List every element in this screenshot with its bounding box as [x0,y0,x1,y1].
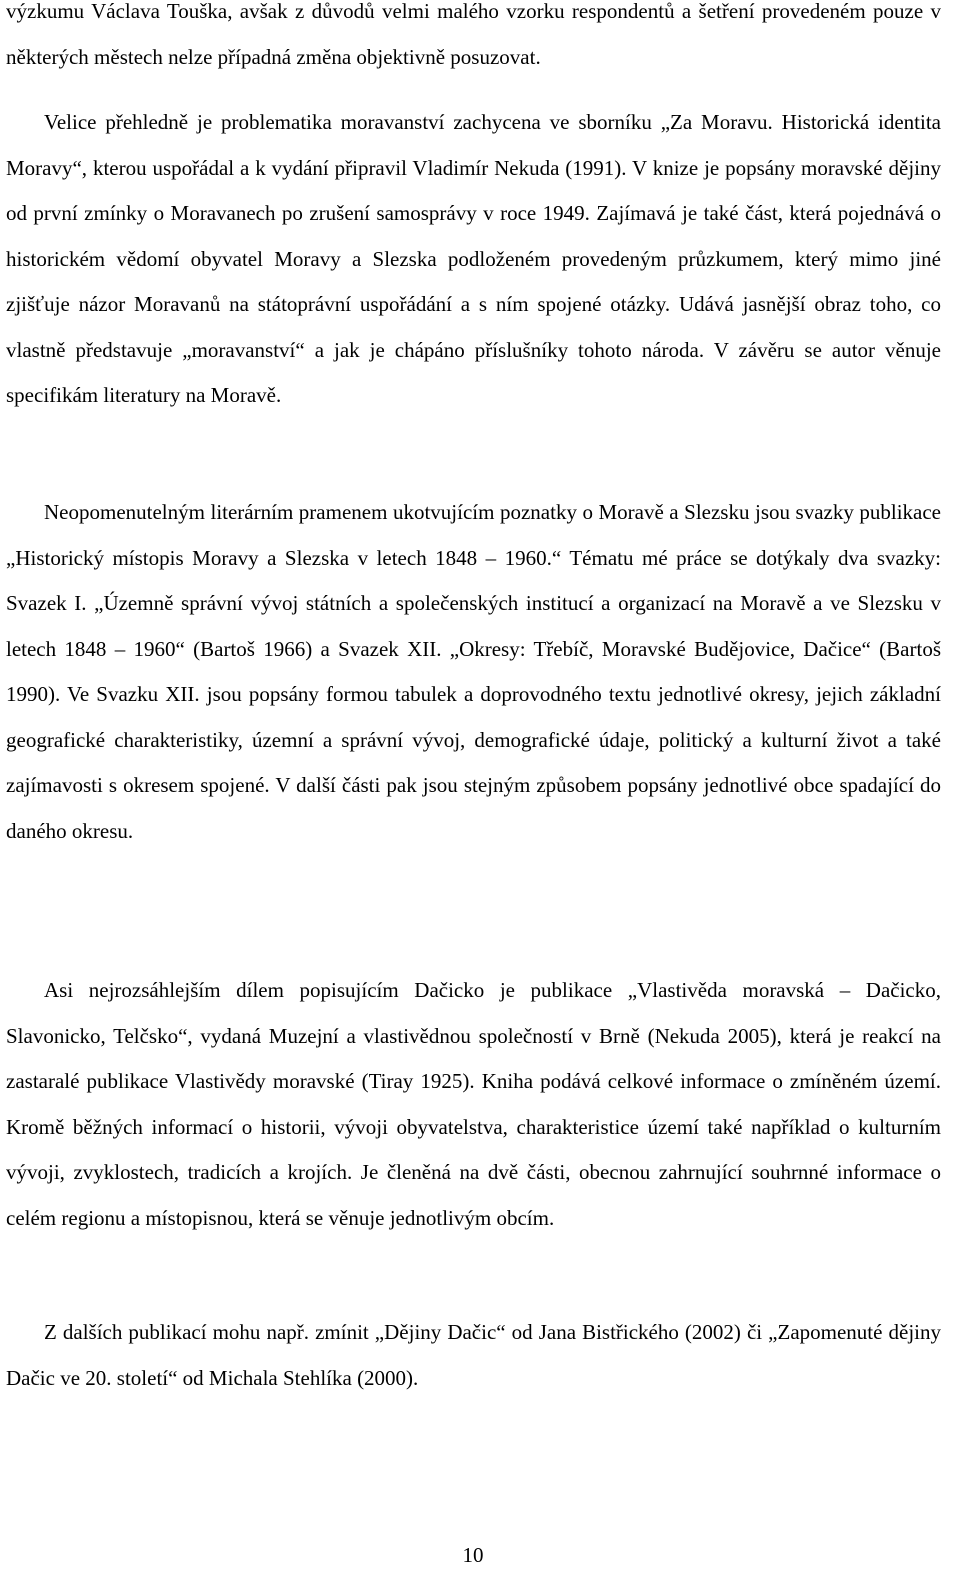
paragraph-za-moravu: Velice přehledně je problematika moravanství zachycena ve sborníku „Za Moravu. Historická identita Moravy“, kterou uspořádal a k vydání připravil Vladimír Nekuda (1991). V knize je popsány moravské dějiny od první zmínky o Moravanech po zrušení samosprávy v roce 1949. Zajímavá je také část, která pojednává o historickém vědomí obyvatel Moravy a Slezska podloženém provedeným průzkumem, který mimo jiné zjišťuje názor Moravanů na státoprávní uspořádání a s ním spojené otázky. Udává jasnější obraz toho, co vlastně představuje „moravanství“ a jak je chápáno příslušníky tohoto národa. V závěru se autor věnuje specifikám literatury na Moravě. [6,110,941,407]
paragraph-historicky-mistopis: Neopomenutelným literárním pramenem ukotvujícím poznatky o Moravě a Slezsku jsou svazky publikace „Historický místopis Moravy a Slezska v letech 1848 – 1960.“ Tématu mé práce se dotýkaly dva svazky: Svazek I. „Územně správní vývoj státních a společenských institucí a organizací na Moravě a ve Slezsku v letech 1848 – 1960“ (Bartoš 1966) a Svazek XII. „Okresy: Třebíč, Moravské Budějovice, Dačice“ (Bartoš 1990). Ve Svazku XII. jsou popsány formou tabulek a doprovodného textu jednotlivé okresy, jejich základní geografické charakteristiky, územní a správní vývoj, demografické údaje, politický a kulturní život a také zajímavosti s okresem spojené. V další části pak jsou stejným způsobem popsány jednotlivé obce spadající do daného okresu. [6,500,941,843]
paragraph-other-publications: Z dalších publikací mohu např. zmínit „Dějiny Dačic“ od Jana Bistřického (2002) či „Zapomenuté dějiny Dačic ve 20. století“ od Michala Stehlíka (2000). [6,1320,941,1390]
paragraph-survey-continuation: výzkumu Václava Touška, avšak z důvodů velmi malého vzorku respondentů a šetření provedeném pouze v některých městech nelze případná změna objektivně posuzovat. [6,0,941,69]
paragraph-vlastiveda-moravska: Asi nejrozsáhlejším dílem popisujícím Dačicko je publikace „Vlastivěda moravská – Dačicko, Slavonicko, Telčsko“, vydaná Muzejní a vlastivědnou společností v Brně (Nekuda 2005), která je reakcí na zastaralé publikace Vlastivědy moravské (Tiray 1925). Kniha podává celkové informace o zmíněném území. Kromě běžných informací o historii, vývoji obyvatelstva, charakteristice území také například o kulturním vývoji, zvyklostech, tradicích a krojích. Je členěná na dvě části, obecnou zahrnující souhrnné informace o celém regionu a místopisnou, která se věnuje jednotlivým obcím. [6,978,941,1230]
page-number: 10 [462,1543,484,1567]
